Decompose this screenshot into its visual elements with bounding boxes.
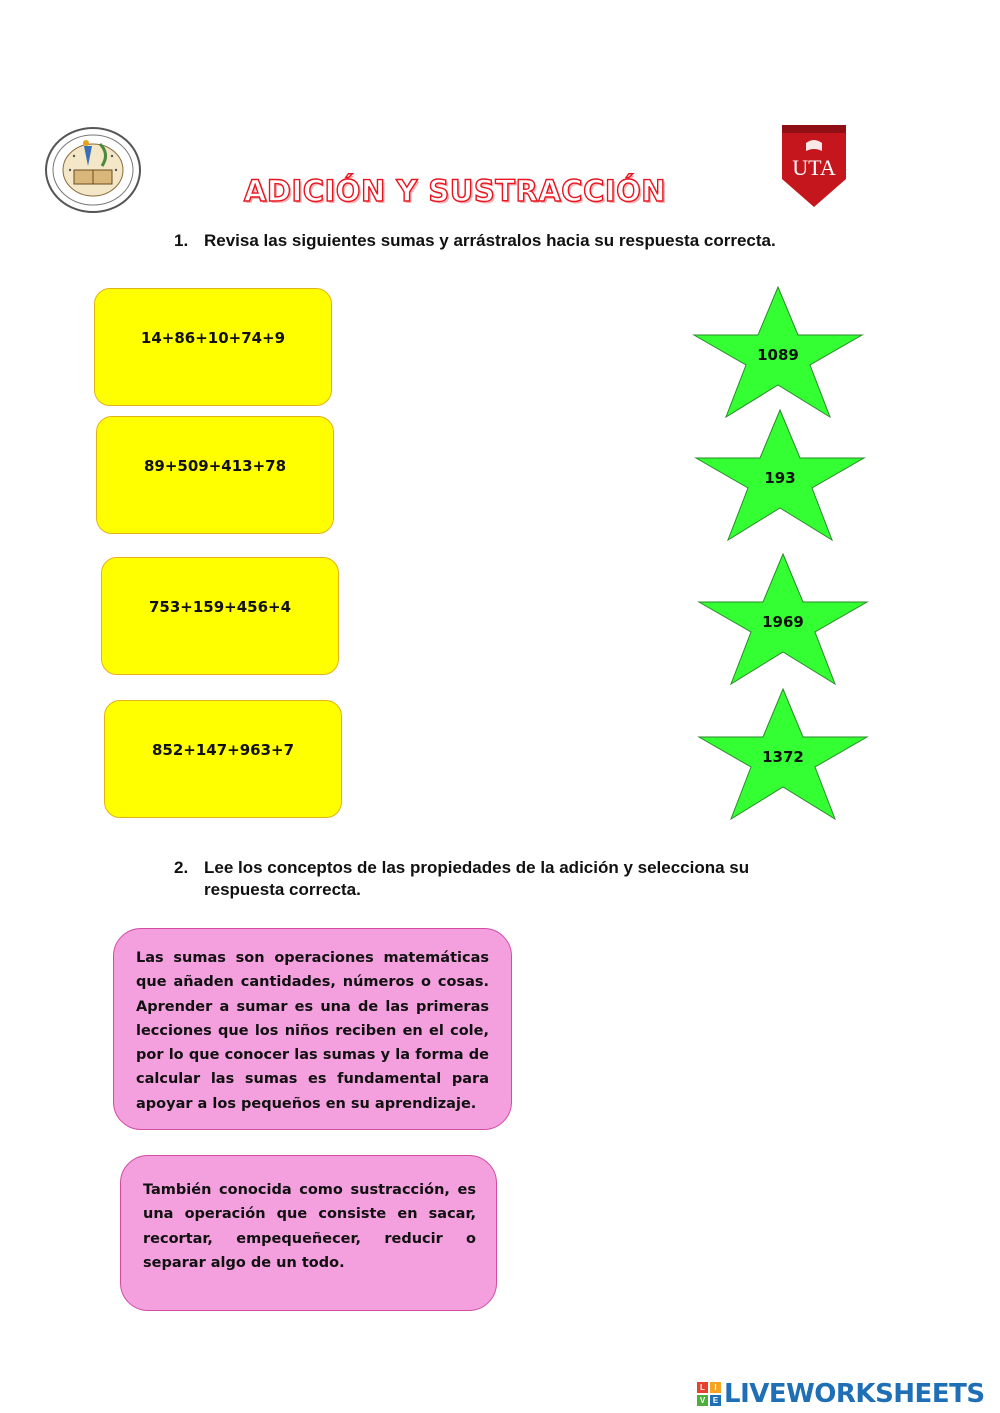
concept-card-addition[interactable] — [113, 928, 512, 1130]
concept-card-subtraction[interactable] — [120, 1155, 497, 1311]
instruction-2-number: 2. — [174, 858, 189, 877]
answer-star-1[interactable] — [692, 286, 864, 418]
sum-card-1-label: 14+86+10+74+9 — [140, 329, 286, 347]
sum-card-4[interactable] — [104, 700, 342, 818]
uta-logo — [780, 123, 848, 209]
faculty-seal-logo — [44, 126, 142, 214]
answer-star-4-label: 1372 — [762, 748, 804, 766]
answer-star-2[interactable] — [694, 409, 866, 541]
answer-star-3[interactable] — [697, 553, 869, 685]
brand-tile-e: E — [710, 1395, 721, 1406]
sum-card-3[interactable] — [101, 557, 339, 675]
sum-card-2[interactable] — [96, 416, 334, 534]
instruction-1-text: Revisa las siguientes sumas y arrástralos hacia su respuesta correcta. — [204, 231, 776, 250]
liveworksheets-brand — [697, 1378, 985, 1410]
sum-card-3-label: 753+159+456+4 — [148, 598, 292, 616]
sum-card-1[interactable] — [94, 288, 332, 406]
page-title: ADICIÓN Y SUSTRACCIÓN — [243, 174, 667, 208]
brand-tile-i: I — [710, 1382, 721, 1393]
brand-text: LIVEWORKSHEETS — [724, 1379, 985, 1409]
brand-logo-icon — [697, 1382, 721, 1406]
answer-star-2-label: 193 — [764, 469, 796, 487]
sum-card-4-label: 852+147+963+7 — [151, 741, 295, 759]
instruction-1-number: 1. — [174, 231, 189, 250]
instruction-1 — [174, 231, 874, 251]
answer-star-4[interactable] — [697, 688, 869, 820]
instruction-2-text-line1: Lee los conceptos de las propiedades de la adición y selecciona su — [204, 858, 750, 877]
concept-card-subtraction-text: También conocida como sustracción, es una operación que consiste en sacar, recortar, empequeñecer, reducir o separar algo de un todo. — [143, 1182, 476, 1271]
concept-card-addition-text: Las sumas son operaciones matemáticas que añaden cantidades, números o cosas. Aprender a sumar es una de las primeras lecciones que los niños reciben en el cole, por lo que conocer las sumas y la forma de calcular las sumas es fundamental para apoyar a los pequeños en su aprendizaje. — [136, 950, 489, 1112]
answer-star-1-label: 1089 — [757, 346, 799, 364]
instruction-2-text-line2: respuesta correcta. — [204, 880, 361, 899]
answer-star-3-label: 1969 — [762, 613, 804, 631]
instruction-2 — [174, 857, 814, 901]
brand-tile-v: V — [697, 1395, 708, 1406]
sum-card-2-label: 89+509+413+78 — [143, 457, 287, 475]
uta-logo-text: UTA — [792, 155, 836, 180]
brand-tile-l: L — [697, 1382, 708, 1393]
